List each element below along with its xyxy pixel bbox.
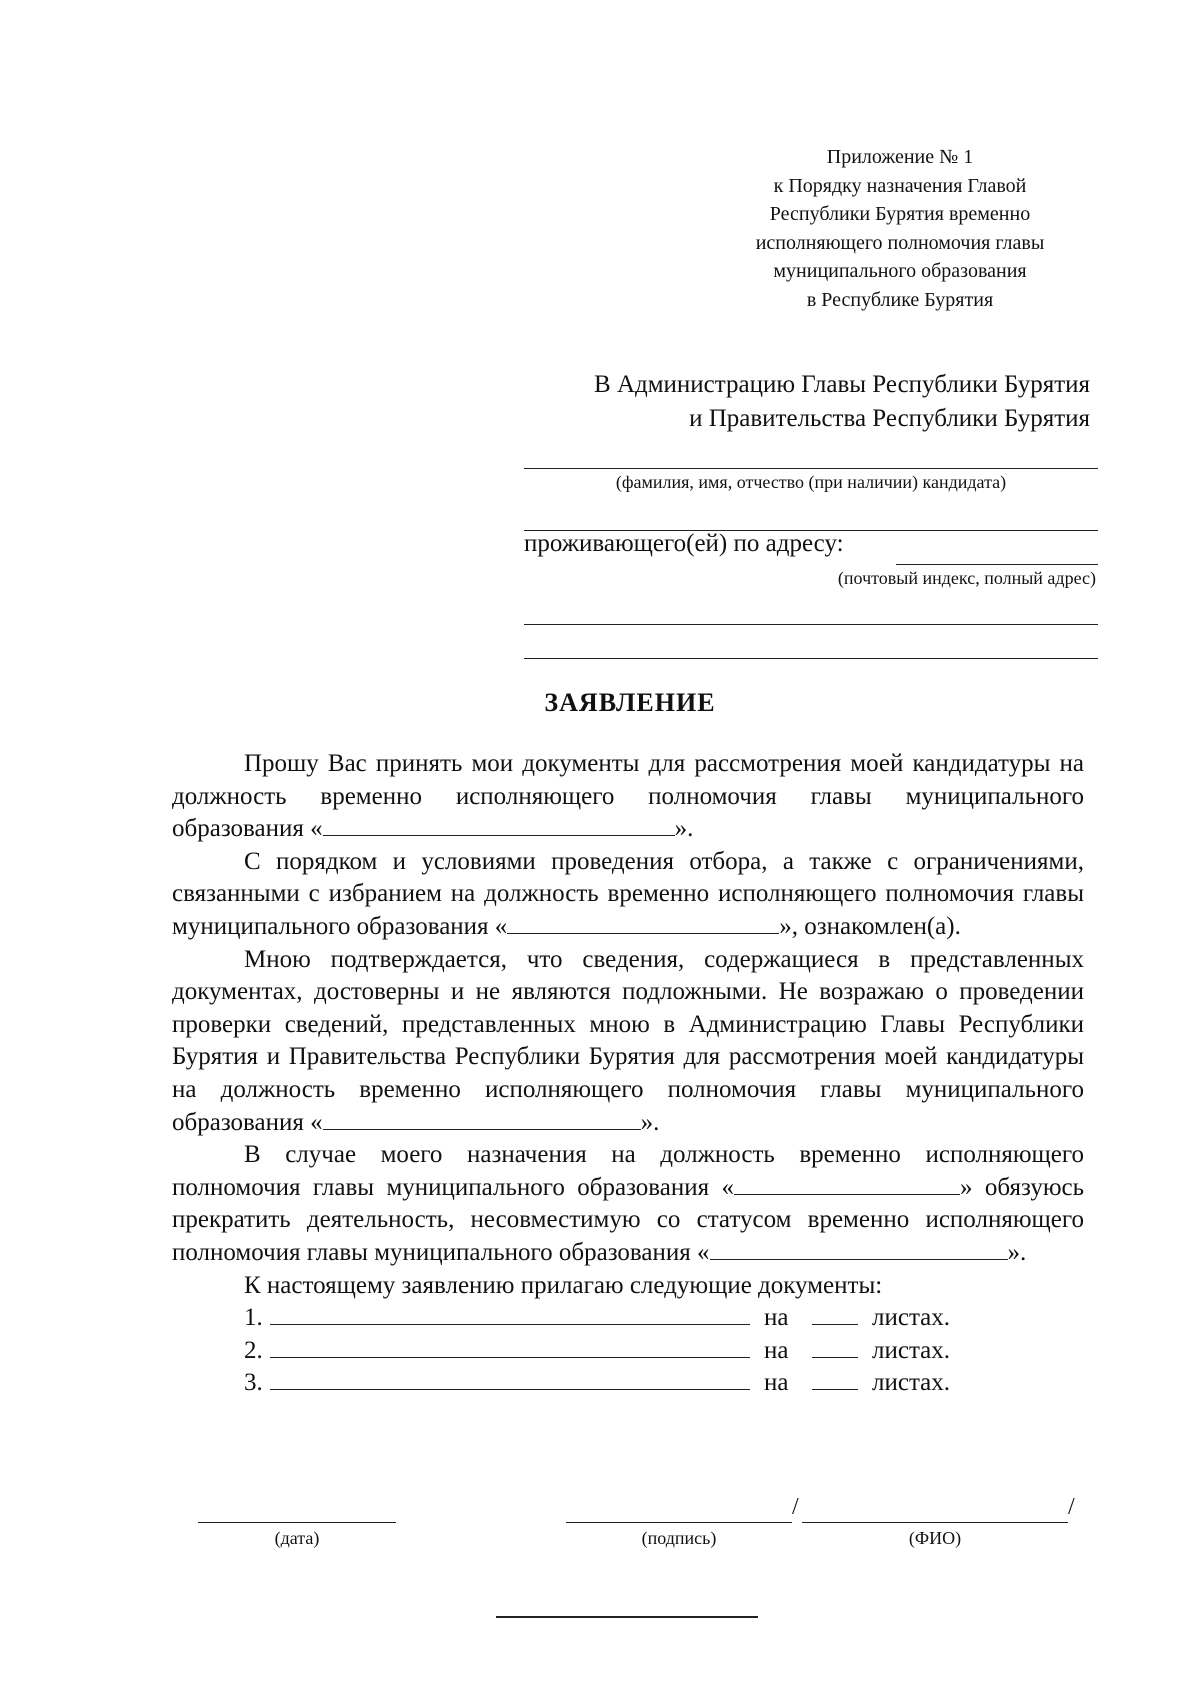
paragraph-4	[172, 1139, 1084, 1269]
documents-list	[172, 1302, 1084, 1400]
appendix-line: к Порядку назначения Главой	[773, 174, 1027, 197]
municipality-blank-2[interactable]	[507, 911, 779, 934]
signature-line[interactable]	[566, 1522, 792, 1523]
appendix-line: в Республике Бурятия	[806, 288, 994, 311]
paragraph-2-end: », ознакомлен(а).	[779, 912, 961, 940]
paragraph-3-text: Мною подтверждается, что сведения, содержащиеся в представленных документах, достоверны и не являются подложными. Не возражаю о проведении проверки сведений, представленных мною в Администрацию Главы Республики Бурятия и Правительства Республики Бурятия для рассмотрения моей кандидатуры на должность временно исполняющего полномочия главы муниципального образования «	[172, 945, 1084, 1136]
document-sheets-text: листах.	[872, 1336, 951, 1364]
address-line-2[interactable]	[524, 624, 1098, 625]
appendix-line: Республики Бурятия временно	[769, 203, 1031, 225]
applicant-name-line[interactable]	[524, 468, 1098, 469]
municipality-blank-1[interactable]	[323, 813, 675, 836]
paragraph-5: К настоящему заявлению прилагаю следующие документы:	[244, 1271, 883, 1299]
document-name-blank[interactable]	[270, 1367, 750, 1390]
slash-2: /	[1068, 1494, 1075, 1520]
paragraph-1-end: ».	[674, 815, 694, 843]
document-row	[172, 1367, 1084, 1400]
document-sheets-blank[interactable]	[812, 1335, 858, 1358]
date-line[interactable]	[198, 1522, 396, 1523]
document-on-text: на	[764, 1336, 789, 1364]
paragraph-4-end: ».	[1007, 1238, 1027, 1266]
document-number: 1.	[244, 1304, 263, 1332]
paragraph-4-text: В случае моего назначения на должность временно исполняющего полномочия главы муниципального образования «	[172, 1141, 1084, 1201]
document-number: 3.	[244, 1369, 263, 1397]
slash-1: /	[792, 1494, 799, 1520]
addressee	[480, 368, 1090, 436]
document-on-text: на	[764, 1369, 789, 1397]
address-line-3[interactable]	[524, 658, 1098, 659]
signature-label: (подпись)	[641, 1528, 717, 1548]
document-on-text: на	[764, 1304, 789, 1332]
address-inline-line[interactable]	[896, 564, 1098, 565]
addressee-line: В Администрацию Главы Республики Бурятия	[594, 371, 1090, 398]
document-sheets-text: листах.	[872, 1304, 951, 1332]
applicant-name-caption: (фамилия, имя, отчество (при наличии) кандидата)	[615, 472, 1007, 492]
address-caption: (почтовый индекс, полный адрес)	[837, 568, 1096, 588]
paragraph-3-end: ».	[640, 1108, 660, 1136]
document-number: 2.	[244, 1336, 263, 1364]
paragraph-1	[172, 748, 1084, 846]
bottom-separator	[496, 1616, 758, 1618]
paragraph-1-text: Прошу Вас принять мои документы для рассмотрения моей кандидатуры на должность временно исполняющего полномочия главы муниципального образования «	[172, 750, 1084, 843]
document-sheets-text: листах.	[872, 1369, 951, 1397]
document-sheets-blank[interactable]	[812, 1367, 858, 1390]
document-sheets-blank[interactable]	[812, 1302, 858, 1325]
fio-label: (ФИО)	[908, 1528, 962, 1548]
statement-body	[172, 748, 1084, 1400]
paragraph-4-text-2: » обязуюсь прекратить деятельность, несовместимую со статусом временно исполняющего полномочия главы муниципального образования «	[172, 1173, 1084, 1266]
document-row	[172, 1302, 1084, 1335]
appendix-header	[720, 143, 1080, 314]
date-label: (дата)	[274, 1528, 320, 1548]
paragraph-2	[172, 846, 1084, 944]
paragraph-3	[172, 944, 1084, 1140]
document-row	[172, 1335, 1084, 1368]
addressee-line: и Правительства Республики Бурятия	[689, 405, 1090, 432]
appendix-line: исполняющего полномочия главы	[755, 231, 1045, 254]
appendix-line: Приложение № 1	[826, 146, 974, 168]
municipality-blank-4[interactable]	[734, 1172, 960, 1195]
document-name-blank[interactable]	[270, 1302, 750, 1325]
appendix-line: муниципального образования	[773, 260, 1027, 282]
municipality-blank-5[interactable]	[710, 1237, 1008, 1260]
municipality-blank-3[interactable]	[323, 1107, 641, 1130]
document-title: ЗАЯВЛЕНИЕ	[544, 688, 716, 717]
paragraph-2-text: С порядком и условиями проведения отбора, а также с ограничениями, связанными с избранием на должность временно исполняющего полномочия главы муниципального образования «	[172, 847, 1084, 940]
document-name-blank[interactable]	[270, 1335, 750, 1358]
fio-line[interactable]	[802, 1522, 1068, 1523]
address-label: проживающего(ей) по адресу:	[524, 530, 844, 557]
